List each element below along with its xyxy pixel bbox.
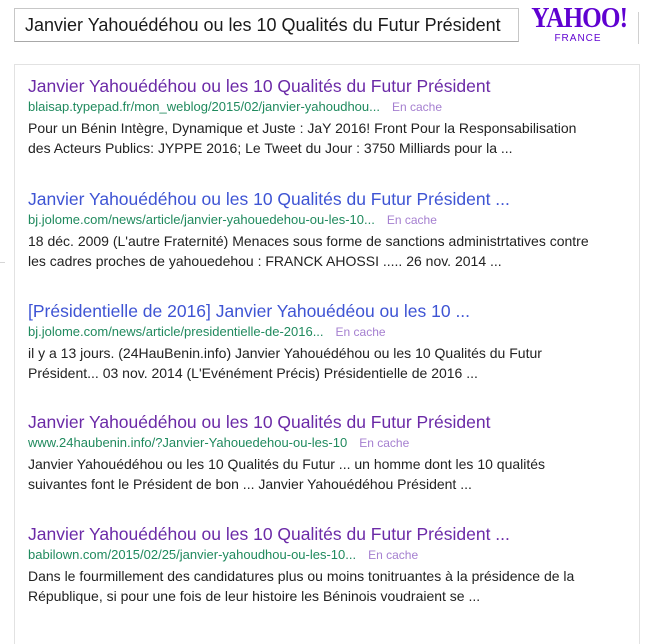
- snippet-line: les cadres proches de yahouedehou : FRANCK AHOSSI ..... 26 nov. 2014 ...: [28, 253, 502, 269]
- snippet-line: Janvier Yahouédéhou ou les 10 Qualités du Futur ... un homme dont les 10 qualités: [28, 456, 546, 472]
- result-url-line: [28, 434, 628, 452]
- edge-divider: [0, 262, 5, 263]
- cache-link[interactable]: En cache: [335, 325, 386, 339]
- result-url-line: [28, 98, 628, 116]
- snippet-line: République, si pour une fois de leur histoire les Béninois voudraient se ...: [28, 588, 481, 604]
- result-snippet: [28, 343, 628, 383]
- result-item: [28, 300, 628, 383]
- logo-wordmark: YAHOO!: [531, 3, 628, 34]
- cache-link[interactable]: En cache: [386, 213, 437, 227]
- snippet-line: il y a 13 jours. (24HauBenin.info) Janvier Yahouédéhou ou les 10 Qualités du Futur: [28, 345, 542, 361]
- result-url[interactable]: blaisap.typepad.fr/mon_weblog/2015/02/janvier-yahoudhou...: [28, 99, 380, 114]
- result-url[interactable]: bj.jolome.com/news/article/presidentielle-de-2016...: [28, 324, 324, 339]
- result-url-line: [28, 546, 628, 564]
- cache-link[interactable]: En cache: [359, 436, 410, 450]
- snippet-line: Pour un Bénin Intègre, Dynamique et Juste : JaY 2016! Front Pour la Responsabilisation: [28, 120, 577, 136]
- cache-link[interactable]: En cache: [368, 548, 419, 562]
- snippet-line: Président... 03 nov. 2014 (L'Evénément Précis) Présidentielle de 2016 ...: [28, 365, 478, 381]
- snippet-line: des Acteurs Publics: JYPPE 2016; Le Tweet du Jour : 3750 Milliards pour la ...: [28, 140, 513, 156]
- result-url[interactable]: bj.jolome.com/news/article/janvier-yahouedehou-ou-les-10...: [28, 212, 375, 227]
- result-snippet: [28, 231, 628, 271]
- result-title-link[interactable]: [Présidentielle de 2016] Janvier Yahouédéou ou les 10 ...: [28, 301, 471, 321]
- result-title-link[interactable]: Janvier Yahouédéhou ou les 10 Qualités du Futur Président ...: [28, 524, 510, 544]
- yahoo-logo[interactable]: [526, 5, 630, 47]
- cache-link[interactable]: En cache: [391, 100, 443, 114]
- result-item: [28, 523, 628, 606]
- snippet-line: suivantes font le Président de bon ... Janvier Yahouédéhou Président ...: [28, 476, 472, 492]
- result-url-line: [28, 323, 628, 341]
- result-url[interactable]: www.24haubenin.info/?Janvier-Yahouedehou-ou-les-10: [28, 435, 348, 450]
- snippet-line: Dans le fourmillement des candidatures plus ou moins tonitruantes à la présidence de la: [28, 568, 575, 584]
- result-snippet: [28, 566, 628, 606]
- result-url[interactable]: babilown.com/2015/02/25/janvier-yahoudhou-ou-les-10...: [28, 547, 357, 562]
- result-url-line: [28, 211, 628, 229]
- result-title-link[interactable]: Janvier Yahouédéhou ou les 10 Qualités du Futur Président: [28, 76, 491, 96]
- header: [0, 0, 650, 56]
- header-divider: [638, 12, 639, 44]
- search-input[interactable]: Janvier Yahouédéhou ou les 10 Qualités du Futur Président: [14, 8, 519, 42]
- result-title-link[interactable]: Janvier Yahouédéhou ou les 10 Qualités du Futur Président ...: [28, 189, 510, 209]
- result-title-link[interactable]: Janvier Yahouédéhou ou les 10 Qualités du Futur Président: [28, 412, 491, 432]
- result-item: [28, 411, 628, 494]
- result-snippet: [28, 454, 628, 494]
- result-item: [28, 188, 628, 271]
- results-list: [14, 64, 640, 644]
- result-snippet: [28, 118, 628, 158]
- result-item: [28, 75, 628, 158]
- logo-region: FRANCE: [554, 33, 602, 44]
- snippet-line: 18 déc. 2009 (L'autre Fraternité) Menaces sous forme de sanctions administrtatives contre: [28, 233, 589, 249]
